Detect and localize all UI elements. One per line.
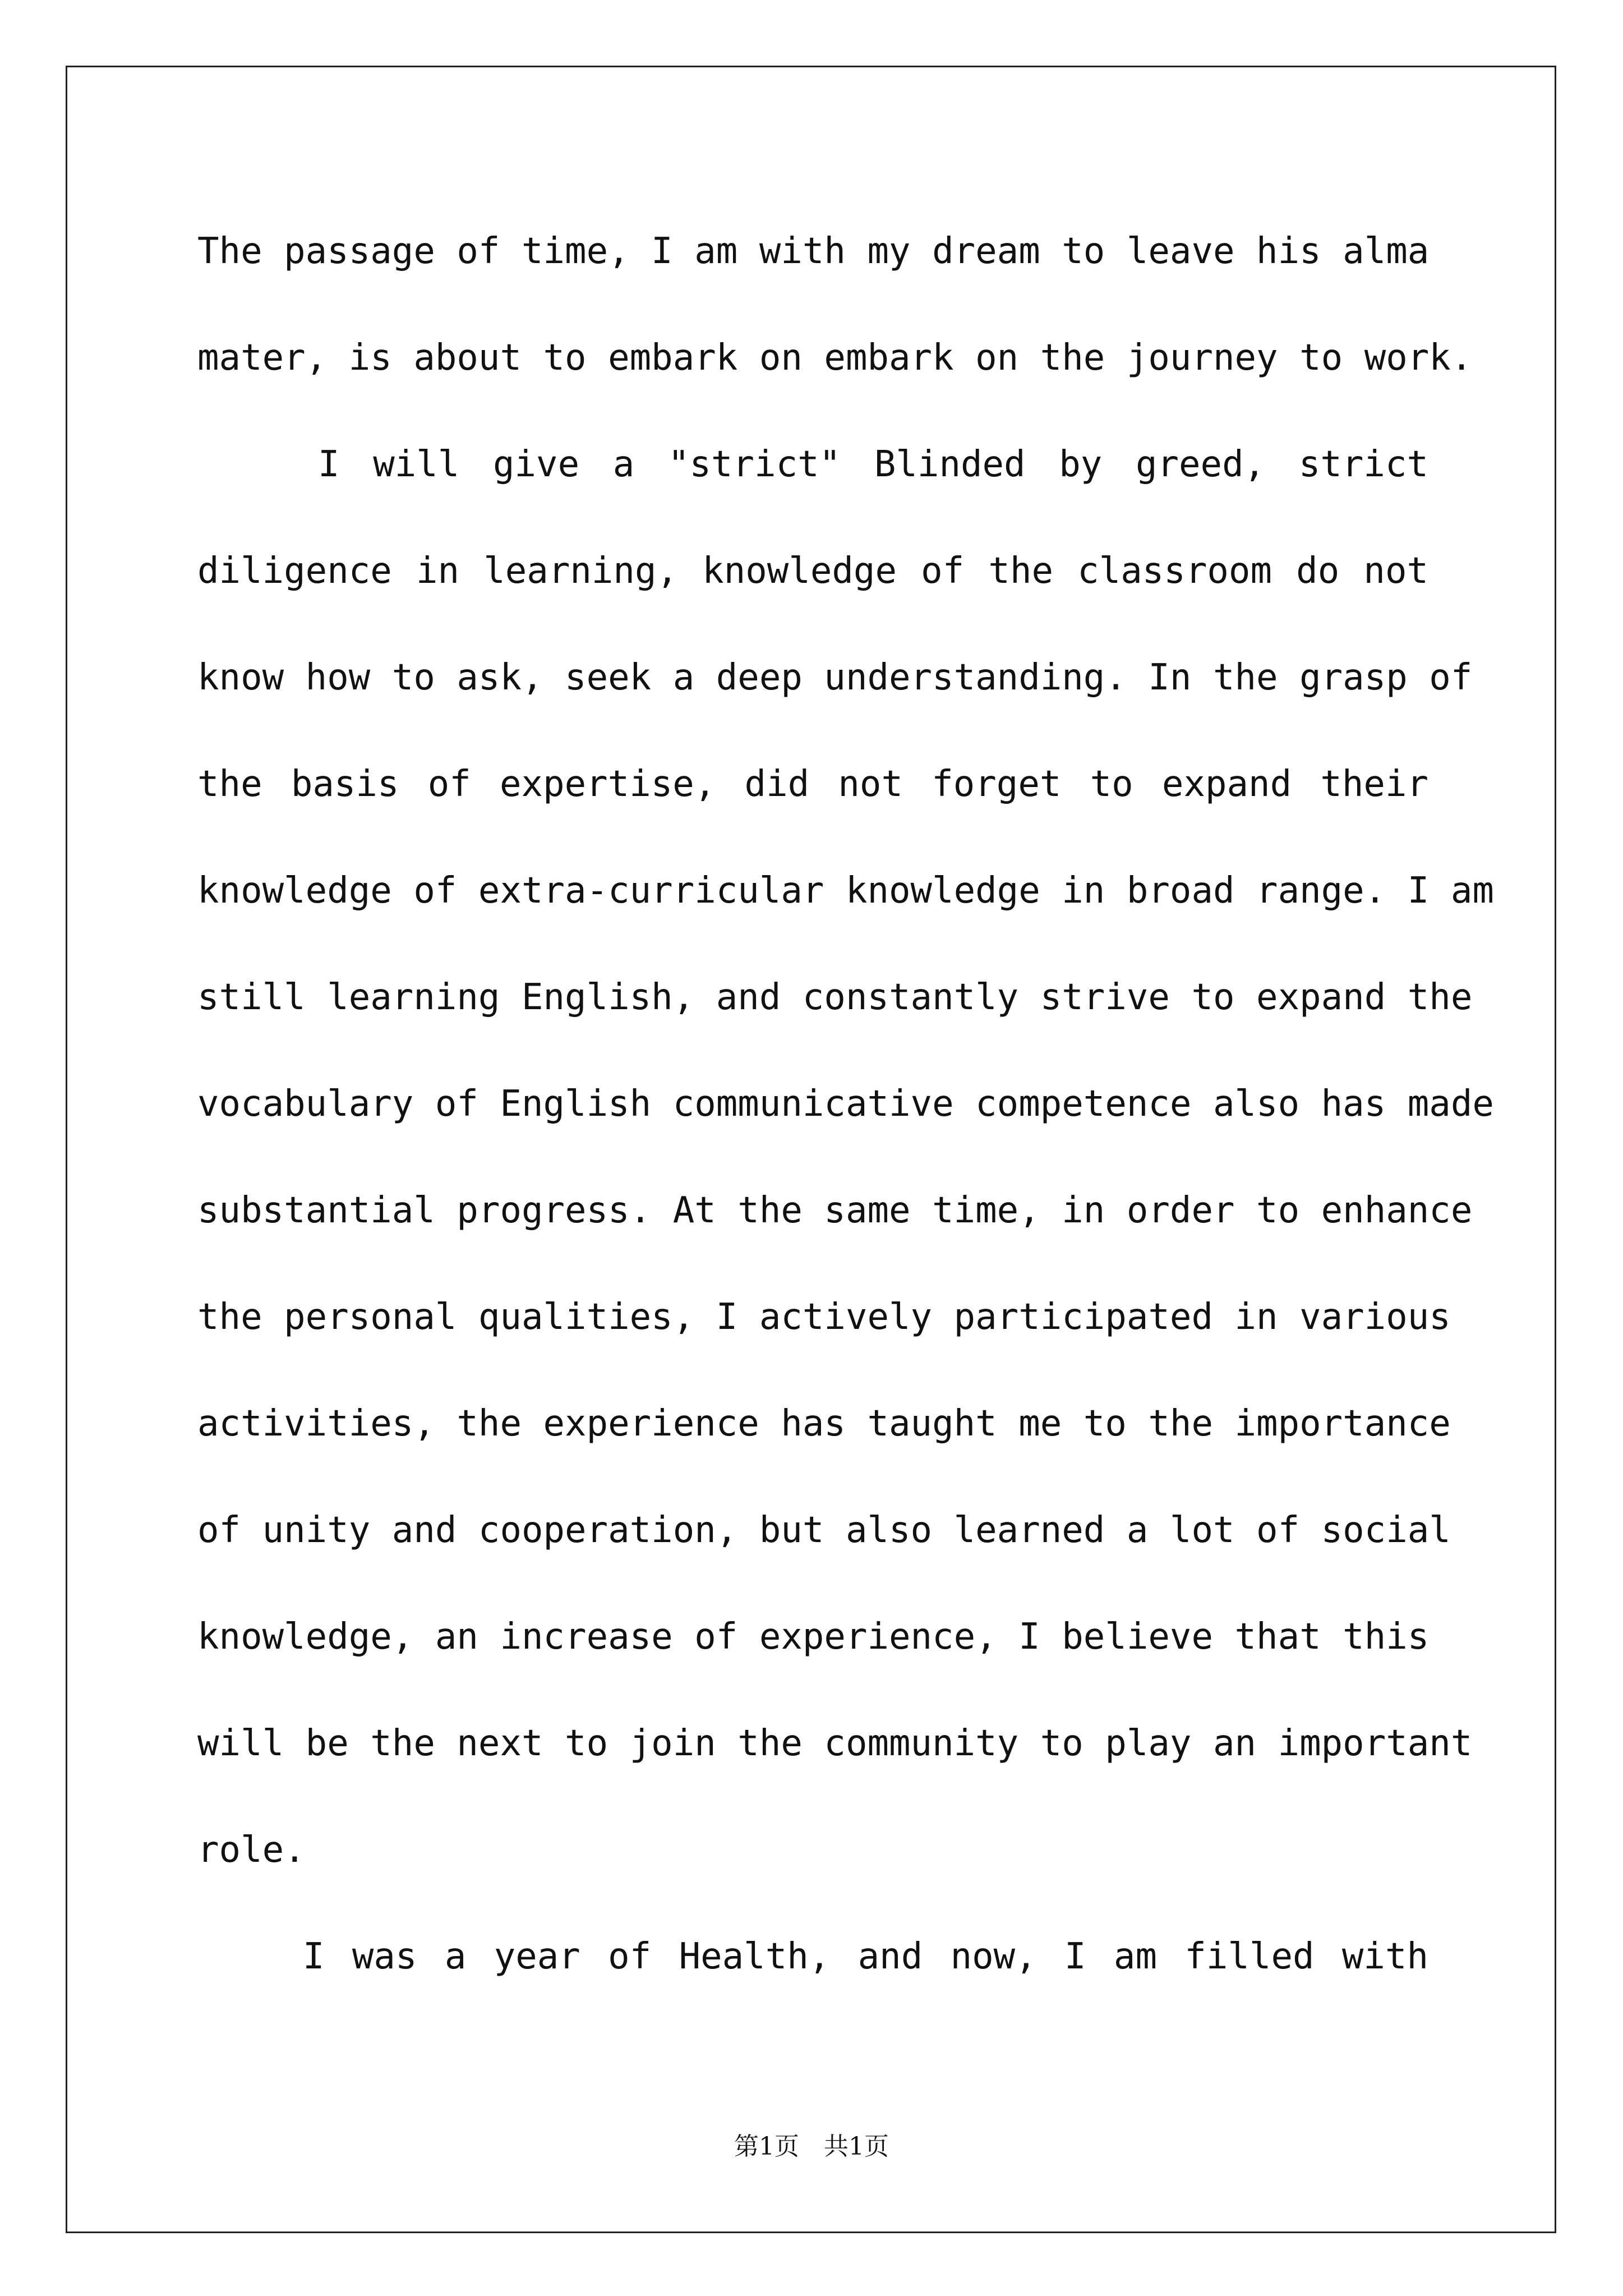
- text-line: role.: [197, 1829, 306, 1871]
- text-line: will be the next to join the community to play an important: [197, 1723, 1473, 1764]
- page-number: 第1页 共1页: [734, 2132, 889, 2161]
- text-line: I will give a "strict" Blinded by greed, strict: [318, 444, 1428, 485]
- text-line: diligence in learning, knowledge of the classroom do not: [197, 550, 1428, 592]
- text-line: activities, the experience has taught me to the importance: [197, 1403, 1451, 1444]
- text-line: of unity and cooperation, but also learned a lot of social: [197, 1510, 1451, 1551]
- text-line: vocabulary of English communicative competence also has made: [197, 1083, 1494, 1125]
- text-line: I was a year of Health, and now, I am filled with: [303, 1936, 1428, 1977]
- page-border: [66, 66, 1556, 2233]
- text-line: knowledge, an increase of experience, I believe that this: [197, 1616, 1430, 1658]
- text-line: The passage of time, I am with my dream to leave his alma: [197, 231, 1430, 272]
- text-line: the basis of expertise, did not forget to expand their: [197, 763, 1428, 805]
- text-line: knowledge of extra-curricular knowledge in broad range. I am: [197, 870, 1494, 912]
- text-line: still learning English, and constantly strive to expand the: [197, 977, 1473, 1018]
- text-line: mater, is about to embark on embark on the journey to work.: [197, 337, 1473, 379]
- text-line: know how to ask, seek a deep understanding. In the grasp of: [197, 657, 1473, 698]
- text-line: substantial progress. At the same time, in order to enhance: [197, 1190, 1473, 1231]
- text-line: the personal qualities, I actively participated in various: [197, 1296, 1451, 1338]
